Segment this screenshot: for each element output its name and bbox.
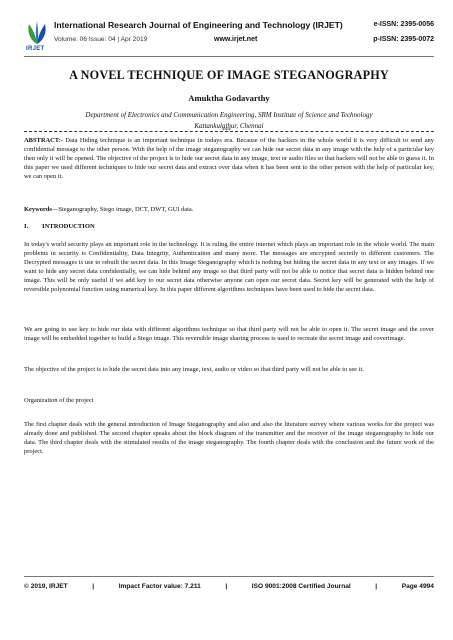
keywords: [24, 205, 434, 214]
footer-page-number: Page 4994: [401, 583, 434, 590]
journal-header: [24, 18, 434, 58]
paper-title: A NOVEL TECHNIQUE OF IMAGE STEGANOGRAPHY: [69, 68, 389, 82]
section-title: INTRODUCTION: [42, 223, 95, 230]
footer-rule: [24, 576, 434, 577]
paper-author: Amuktha Godavarthy: [188, 93, 270, 103]
abstract: [24, 136, 434, 181]
affiliation-line-2: Kattankulathur, Chennai: [194, 121, 264, 130]
keywords-label: Keywords: [24, 206, 52, 213]
footer-separator: |: [225, 583, 228, 590]
irjet-logo: [24, 20, 50, 54]
journal-title: International Research Journal of Engineering and Technology (IRJET): [54, 20, 343, 30]
logo-leaf-icon: [24, 20, 50, 46]
separator-stars: ***: [222, 128, 231, 134]
abstract-text: Data Hiding technique is an important technique in todays era. Because of the hackers in the whole world it is very difficult to send any confidential message to the other person. With the help of the image steganography we can hide our secret data in any image with the help of a particular key then only it will be opened. The objective of the project is to hide our secret data in any image, text or audio files so that hackers will not be able to guess it. In this paper we used different techniques to hide our secret data and extract over data when it has been sent to the other person with the help of particular key, we can open it.: [24, 137, 434, 181]
header-rule: [24, 56, 434, 57]
footer-iso: ISO 9001:2008 Certified Journal: [251, 583, 351, 590]
section-heading-introduction: [24, 223, 95, 230]
keywords-text: —Steganography, Stego image, DCT, DWT, GUI data.: [51, 206, 194, 213]
e-issn: e-ISSN: 2395-0056: [373, 21, 434, 28]
intro-paragraph-4: Organization of the project: [24, 397, 94, 404]
footer-impact-factor: Impact Factor value: 7.211: [118, 583, 201, 590]
footer-copyright: © 2019, IRJET: [24, 583, 68, 590]
abstract-label: ABSTRACT:-: [24, 137, 63, 144]
logo-text: IRJET: [26, 46, 45, 52]
intro-paragraph-5: The first chapter deals with the general introduction of Image Steganography and also and also the literature survey where various works for the project was already done and published. The second chapter speaks about the block diagram of the transmitter and the receiver of the image steganography to hide our data. The third chapter deals with the stimulated results of the image steganography. The fourth chapter deals with the conclusion and the future work of the project.: [24, 421, 434, 456]
intro-paragraph-3: The objective of the project is to hide the secret data into any image, text, audio or video so that third party will not be able to see it.: [24, 366, 364, 373]
p-issn: p-ISSN: 2395-0072: [373, 36, 434, 43]
volume-issue: Volume: 06 Issue: 04 | Apr 2019: [54, 36, 148, 43]
footer-separator: |: [375, 583, 378, 590]
footer-separator: |: [92, 583, 95, 590]
page-footer: [24, 583, 434, 590]
affiliation-line-1: Department of Electronics and Communication Engineering, SRM Institute of Science and Technology: [85, 111, 373, 119]
section-number: I.: [24, 223, 29, 230]
intro-paragraph-1: In today's world security plays an important role in the technology. It is ruling the entire internet which plays an important role in the whole world. The main problems in security is Confidentiality, Data Integrity, Authentication and many more. The messages are encrypted secretly to different customers. The Decrypted messages is use to rebuilt the secret data. In this Image Steganography which is nothing but hiding the secret data in any text or any images. If we want to hide any secret data confidentially, we can hide behind any image so that third party will not be able to notice that secret data is hidden behind one image. This will be only useful if we add key to our secret data otherwise anyone can open our secret data. Secret key will be generated with the help of reversible polynomial function using numerical key. In this paper different algorithms techniques have been used to hide the secret data.: [24, 241, 434, 294]
intro-paragraph-2: We are going to use key to hide our data with different algorithms technique so that third party will not be able to open it. The secret image and the cover image will be embedded together to build a Stego image. This reversible image sharing process is used to recreate the secret image and coverimage.: [24, 326, 434, 343]
journal-website[interactable]: www.irjet.net: [214, 36, 258, 43]
